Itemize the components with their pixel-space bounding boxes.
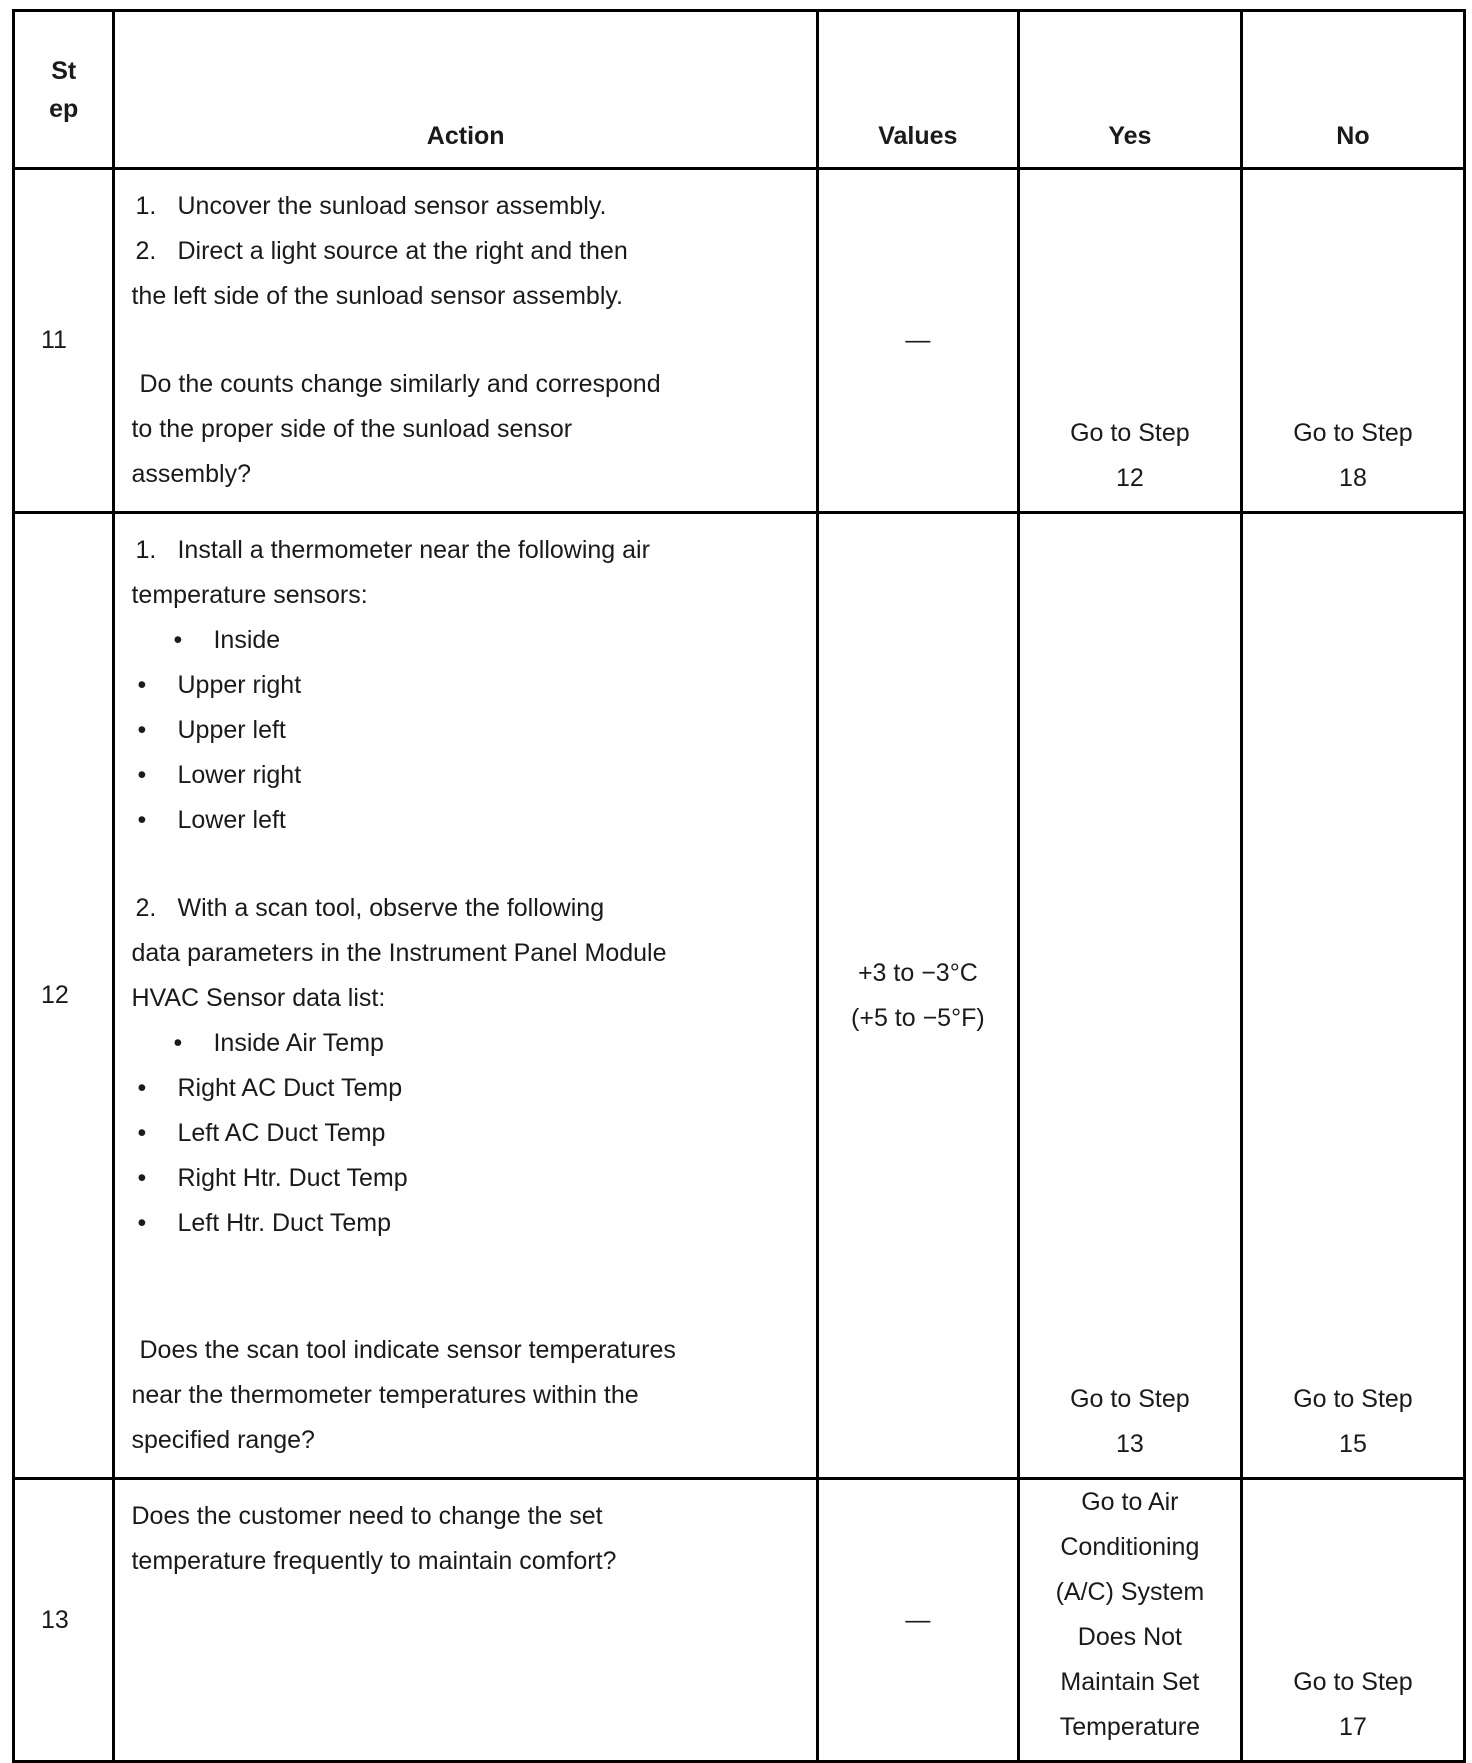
no-cell: Go to Step 17	[1241, 1479, 1464, 1762]
no-cell: Go to Step 15	[1241, 513, 1464, 1479]
list-item: • Left AC Duct Temp	[137, 1119, 386, 1147]
table-row	[14, 169, 1465, 513]
header-no: No	[1241, 11, 1464, 169]
step-number: 13	[14, 1479, 114, 1762]
action-cell: Does the customer need to change the set temperature frequently to maintain comfort?	[114, 1479, 817, 1762]
table-row	[14, 1479, 1465, 1762]
table-row	[14, 513, 1465, 1479]
list-item: • Inside Air Temp	[173, 1029, 384, 1057]
values-cell: +3 to −3°C (+5 to −5°F)	[817, 513, 1018, 1479]
list-item: • Right AC Duct Temp	[137, 1074, 403, 1102]
list-item: • Lower left	[137, 806, 286, 834]
list-item: • Inside	[173, 626, 281, 654]
values-cell: —	[817, 169, 1018, 513]
yes-cell: Go to Step 13	[1018, 513, 1241, 1479]
list-item: • Upper left	[137, 716, 286, 744]
yes-cell: Go to Air Conditioning (A/C) System Does Not Maintain Set Temperature	[1018, 1479, 1241, 1762]
yes-cell: Go to Step 12	[1018, 169, 1241, 513]
header-action: Action	[114, 11, 817, 169]
header-row	[14, 11, 1465, 169]
no-cell: Go to Step 18	[1241, 169, 1464, 513]
action-cell: 1. Install a thermometer near the following air temperature sensors: • Inside • Upper right • Upper left • Lower right • Lower left 2. With a scan tool, observe the following data parameters in the Instrument Panel Module HVAC Sensor data list: • Inside Air Temp • Right AC Duct Temp • Left AC Duct Temp • Right Htr. Duct Temp • Left Htr. Duct Temp Does the scan tool indicate sensor temperatures near the thermometer temperatures within the specified range?	[114, 513, 817, 1479]
step-number: 12	[14, 513, 114, 1479]
list-item: • Right Htr. Duct Temp	[137, 1164, 408, 1192]
step-number: 11	[14, 169, 114, 513]
header-step: St ep	[14, 11, 114, 169]
diagnostic-table	[12, 9, 1466, 1763]
values-cell: —	[817, 1479, 1018, 1762]
list-item: • Lower right	[137, 761, 302, 789]
list-item: • Left Htr. Duct Temp	[137, 1209, 391, 1237]
header-values: Values	[817, 11, 1018, 169]
header-yes: Yes	[1018, 11, 1241, 169]
list-item: • Upper right	[137, 671, 302, 699]
action-cell: 1. Uncover the sunload sensor assembly. 2. Direct a light source at the right and then the left side of the sunload sensor assembly. Do the counts change similarly and correspond to the proper side of the sunload sensor assembly?	[114, 169, 817, 513]
